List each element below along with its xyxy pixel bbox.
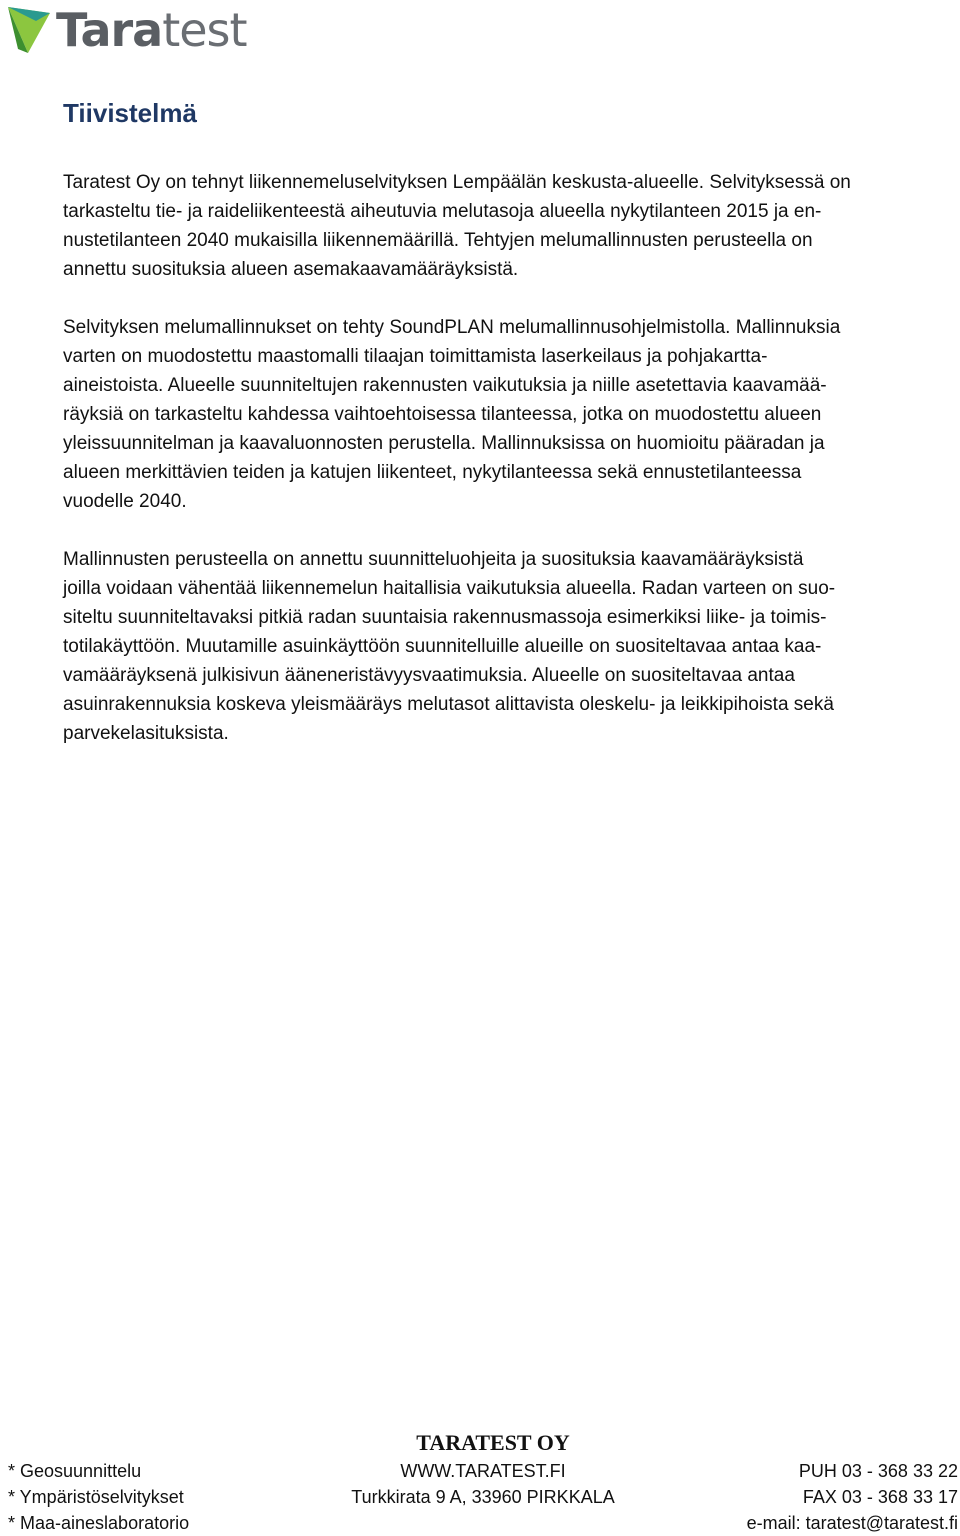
taratest-logo-mark-icon	[6, 5, 52, 55]
logo-wordmark-light: test	[162, 3, 247, 57]
taratest-logo	[6, 2, 247, 58]
paragraph-line: alueen merkittävien teiden ja katujen liikenteet, nykytilanteessa sekä ennustetilanteessa	[63, 462, 802, 483]
paragraph-line: aineistoista. Alueelle suunniteltujen rakennusten vaikutuksia ja niille asetettavia kaavamää-	[63, 375, 827, 396]
footer-row	[8, 1458, 958, 1484]
footer-row	[8, 1510, 958, 1536]
paragraph-2	[63, 313, 960, 516]
paragraph-line: Mallinnusten perusteella on annettu suunnitteluohjeita ja suosituksia kaavamääräyksistä	[63, 549, 804, 570]
logo-wordmark	[56, 5, 247, 55]
paragraph-1	[63, 168, 960, 284]
footer-company-name: TARATEST OY	[416, 1430, 570, 1455]
paragraph-line: totilakäyttöön. Muutamille asuinkäyttöön suunnitelluille alueille on suositeltavaa antaa kaa-	[63, 636, 822, 657]
paragraph-line: siteltu suunniteltavaksi pitkiä radan suuntaisia rakennusmassoja esimerkiksi liike- ja toimis-	[63, 607, 827, 628]
paragraph-line: parvekelasituksista.	[63, 723, 229, 744]
footer-address: Turkkirata 9 A, 33960 PIRKKALA	[351, 1487, 615, 1507]
footer-phone: PUH 03 - 368 33 22	[798, 1461, 958, 1481]
page-footer	[8, 1428, 958, 1536]
footer-service: * Ympäristöselvitykset	[8, 1487, 184, 1507]
footer-service: * Maa-aineslaboratorio	[8, 1513, 190, 1533]
paragraph-line: Taratest Oy on tehnyt liikennemeluselvityksen Lempäälän keskusta-alueelle. Selvityksessä on	[63, 172, 851, 193]
paragraph-line: annettu suosituksia alueen asemakaavamääräyksistä.	[63, 259, 519, 280]
paragraph-line: joilla voidaan vähentää liikennemelun haitallisia vaikutuksia alueella. Radan varteen on suo-	[63, 578, 836, 599]
footer-fax: FAX 03 - 368 33 17	[802, 1487, 958, 1507]
paragraph-line: asuinrakennuksia koskeva yleismääräys melutasot alittavista oleskelu- ja leikkipihoista sekä	[63, 694, 834, 715]
footer-empty	[308, 1510, 658, 1536]
paragraph-line: vamääräyksenä julkisivun ääneneristävyysvaatimuksia. Alueelle on suositeltavaa antaa	[63, 665, 795, 686]
paragraph-line: nustetilanteen 2040 mukaisilla liikennemäärillä. Tehtyjen melumallinnusten perusteella on	[63, 230, 813, 251]
logo-wordmark-bold: Tara	[56, 3, 163, 57]
summary-body	[63, 168, 960, 777]
paragraph-line: Selvityksen melumallinnukset on tehty SoundPLAN melumallinnusohjelmistolla. Mallinnuksia	[63, 317, 841, 338]
footer-email: e-mail: taratest@taratest.fi	[746, 1513, 958, 1533]
page-title: Tiivistelmä	[63, 98, 197, 128]
paragraph-line: tarkasteltu tie- ja raideliikenteestä aiheutuvia melutasoja alueella nykytilanteen 2015 ja en-	[63, 201, 822, 222]
paragraph-3	[63, 545, 960, 748]
footer-service: * Geosuunnittelu	[8, 1461, 142, 1481]
paragraph-line: räyksiä on tarkasteltu kahdessa vaihtoehtoisessa tilanteessa, jotka on muodostettu alueen	[63, 404, 822, 425]
paragraph-line: varten on muodostettu maastomalli tilaajan toimittamista laserkeilaus ja pohjakartta-	[63, 346, 768, 367]
paragraph-line: vuodelle 2040.	[63, 491, 187, 512]
footer-row	[8, 1484, 958, 1510]
paragraph-line: yleissuunnitelman ja kaavaluonnosten perustella. Mallinnuksissa on huomioitu pääradan ja	[63, 433, 825, 454]
footer-website: WWW.TARATEST.FI	[400, 1461, 566, 1481]
